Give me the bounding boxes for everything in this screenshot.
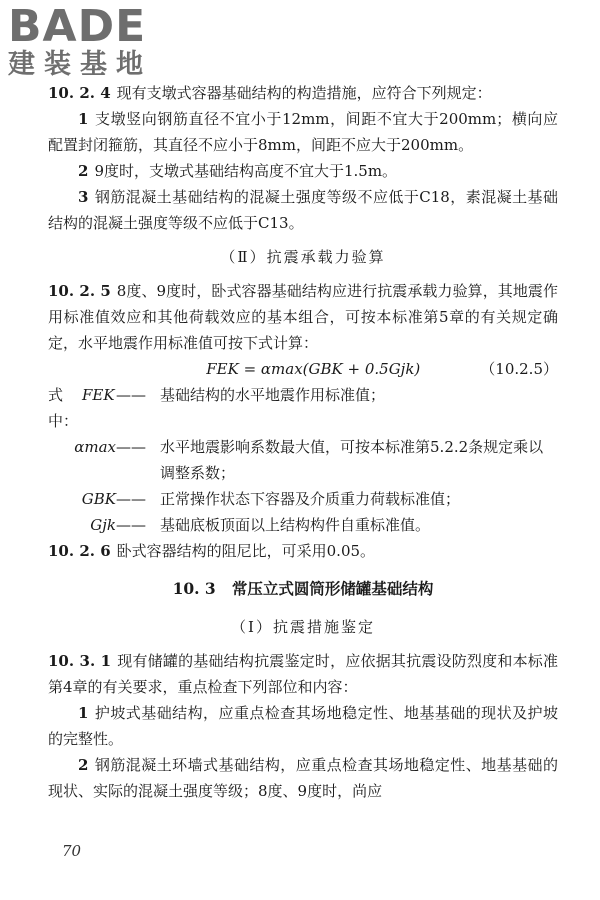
clause-text: 现有储罐的基础结构抗震鉴定时，应依据其抗震设防烈度和本标准第4章的有关要求，重点检查下列部位和内容： [48, 652, 558, 696]
def-text: 基础底板顶面以上结构构件自重标准值。 [160, 516, 431, 534]
definition-row [48, 512, 558, 538]
def-dash: —— [116, 438, 146, 456]
section-heading-10-3 [48, 576, 558, 602]
clause-10-2-6 [48, 538, 558, 564]
list-item [48, 752, 558, 804]
item-number: 1 [78, 704, 89, 722]
clause-text: 卧式容器结构的阻尼比，可采用0.05。 [116, 542, 376, 560]
subsection-heading-1: （Ⅰ）抗震措施鉴定 [231, 618, 375, 636]
section-title: 常压立式圆筒形储罐基础结构 [231, 579, 434, 598]
def-symbol: Gjk [90, 516, 116, 534]
def-dash: —— [116, 490, 146, 508]
definition-row [48, 434, 558, 486]
definition-row [48, 486, 558, 512]
item-number: 3 [78, 188, 89, 206]
def-symbol: αmax [74, 438, 116, 456]
page-body [48, 80, 558, 804]
clause-number: 10. 3. 1 [48, 652, 112, 670]
where-label: 式中： [48, 386, 79, 430]
def-text: 正常操作状态下容器及介质重力荷载标准值； [160, 490, 461, 508]
list-item [48, 700, 558, 752]
def-symbol: FEK [82, 386, 115, 404]
def-dash: —— [116, 516, 146, 534]
clause-number: 10. 2. 4 [48, 84, 111, 102]
item-text: 支墩竖向钢筋直径不宜小于12mm，间距不宜大于200mm；横向应配置封闭箍筋，其直径不应小于8mm，间距不应大于200mm。 [48, 110, 558, 154]
formula: FEK = αmax(GBK + 0.5Gjk) [206, 360, 421, 378]
subsection-heading-2: （Ⅱ）抗震承载力验算 [220, 248, 386, 266]
formula-number: （10.2.5） [480, 360, 558, 378]
clause-text: 8度、9度时，卧式容器基础结构应进行抗震承载力验算，其地震作用标准值效应和其他荷载效应的基本组合，可按本标准第5章的有关规定确定，水平地震作用标准值可按下式计算： [48, 282, 559, 352]
clause-10-3-1 [48, 648, 558, 700]
item-text: 9度时，支墩式基础结构高度不宜大于1.5m。 [94, 162, 398, 180]
item-text: 钢筋混凝土环墙式基础结构，应重点检查其场地稳定性、地基基础的现状、实际的混凝土强度等级；8度、9度时，尚应 [48, 756, 558, 800]
page-number: 70 [62, 842, 82, 860]
brand-logo [8, 1, 178, 86]
clause-number: 10. 2. 5 [48, 282, 111, 300]
item-number: 2 [78, 162, 89, 180]
item-number: 2 [78, 756, 89, 774]
definition-row [48, 382, 558, 434]
def-dash: —— [116, 386, 146, 404]
item-text: 钢筋混凝土基础结构的混凝土强度等级不应低于C18，素混凝土基础结构的混凝土强度等级不应低于C13。 [48, 188, 558, 232]
logo-brand-text: BADE [8, 1, 147, 52]
logo-subtitle: 建装基地 [8, 49, 152, 80]
list-item [48, 158, 558, 184]
def-symbol: GBK [81, 490, 116, 508]
def-text: 基础结构的水平地震作用标准值； [160, 386, 386, 404]
item-text: 护坡式基础结构，应重点检查其场地稳定性、地基基础的现状及护坡的完整性。 [48, 704, 558, 748]
section-number: 10. 3 [172, 579, 216, 598]
formula-row [48, 356, 558, 382]
list-item [48, 106, 558, 158]
clause-text: 现有支墩式容器基础结构的构造措施，应符合下列规定： [116, 84, 492, 102]
clause-10-2-4 [48, 80, 558, 106]
clause-10-2-5 [48, 278, 558, 356]
clause-number: 10. 2. 6 [48, 542, 111, 560]
item-number: 1 [78, 110, 89, 128]
list-item [48, 184, 558, 236]
def-text: 水平地震影响系数最大值，可按本标准第5.2.2条规定乘以调整系数； [160, 438, 544, 482]
